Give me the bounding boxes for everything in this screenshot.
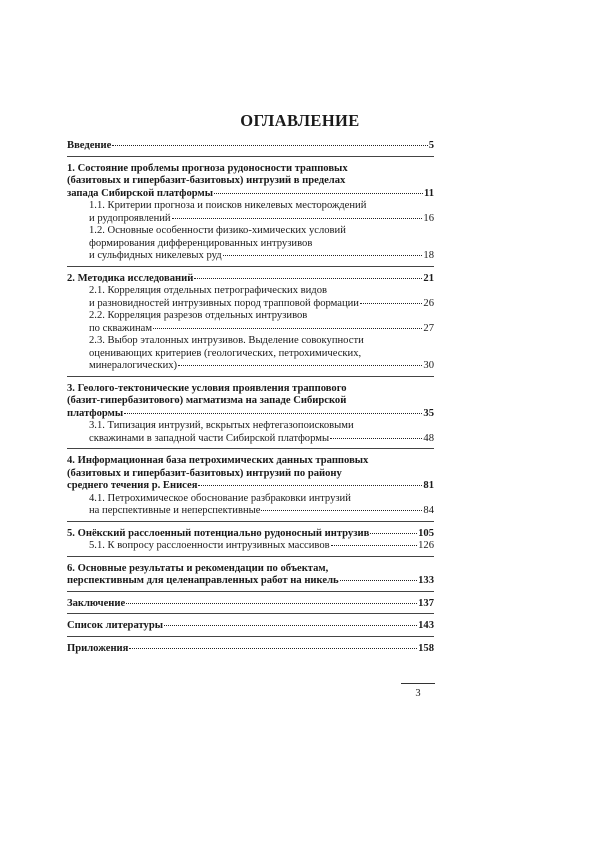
toc-entry-line: (базитовых и гипербазит-базитовых) интрузий в пределах — [67, 175, 346, 186]
dot-leader — [330, 438, 422, 439]
dot-leader — [129, 648, 417, 649]
toc-entry[interactable] — [67, 455, 434, 493]
toc-entry[interactable] — [67, 643, 434, 656]
dot-leader — [153, 328, 422, 329]
separator-rule — [67, 156, 434, 157]
dot-leader — [164, 625, 417, 626]
dot-leader — [198, 485, 422, 486]
toc-entry-line: 3. Геолого-тектонические условия проявления траппового — [67, 382, 347, 394]
toc-subentry[interactable] — [67, 420, 434, 445]
toc-entry-title: по скважинам — [89, 322, 153, 334]
toc-entry-page: 27 — [423, 322, 434, 334]
page-number: 3 — [415, 688, 421, 699]
toc-subentry[interactable] — [67, 493, 434, 518]
toc-entry-title: и разновидностей интрузивных пород трапповой формации — [89, 297, 359, 309]
toc-entry-title: Приложения — [67, 642, 129, 654]
toc-entry[interactable] — [67, 528, 434, 541]
toc-entry-page: 84 — [423, 505, 434, 516]
toc-entry-page: 16 — [423, 212, 434, 224]
toc-entry-title: Заключение — [67, 597, 126, 609]
toc-entry-page: 137 — [418, 597, 434, 609]
toc-entry-title: перспективным для целенаправленных работ на никель — [67, 575, 339, 586]
toc-entry-title: платформы — [67, 407, 124, 419]
toc-entry-page: 143 — [418, 620, 434, 631]
toc-entry-line: 2.1. Корреляция отдельных петрографических видов — [89, 285, 327, 296]
toc-entry[interactable] — [67, 598, 434, 611]
toc-entry-page: 158 — [418, 642, 434, 654]
dot-leader — [261, 510, 422, 511]
dot-leader — [223, 255, 423, 256]
separator-rule — [67, 376, 434, 377]
toc-entry[interactable] — [67, 140, 434, 153]
dot-leader — [370, 533, 417, 534]
toc-entry-page: 126 — [418, 540, 434, 551]
toc-subentry[interactable] — [67, 285, 434, 310]
toc-subentry[interactable] — [67, 310, 434, 335]
separator-rule — [67, 636, 434, 637]
toc-entry-line: 2.3. Выбор эталонных интрузивов. Выделение совокупности — [89, 335, 364, 346]
dot-leader — [340, 580, 417, 581]
toc-entry-line: 2.2. Корреляция разрезов отдельных интрузивов — [89, 310, 308, 321]
separator-rule — [67, 556, 434, 557]
toc-entry-title: и рудопроявлений — [89, 212, 171, 224]
toc-entry-page: 81 — [423, 480, 434, 491]
toc-entry-line: (базит-гипербазитового) магматизма на западе Сибирской — [67, 395, 347, 406]
separator-rule — [67, 521, 434, 522]
dot-leader — [172, 218, 423, 219]
toc-subentry[interactable] — [67, 540, 434, 553]
separator-rule — [67, 266, 434, 267]
toc-entry-page: 21 — [423, 272, 434, 284]
toc-entry-page: 48 — [423, 432, 434, 444]
toc-entry-title: Введение — [67, 140, 112, 151]
toc-entry-page: 5 — [428, 140, 434, 151]
toc-entry-title: 5. Онёкский расслоенный потенциально рудоносный интрузив — [67, 527, 370, 539]
table-of-contents — [67, 140, 434, 655]
toc-entry[interactable] — [67, 273, 434, 286]
separator-rule — [67, 613, 434, 614]
toc-entry-page: 11 — [423, 187, 434, 199]
toc-entry[interactable] — [67, 163, 434, 201]
toc-entry-line: 1.2. Основные особенности физико-химических условий — [89, 225, 346, 236]
dot-leader — [214, 193, 423, 194]
toc-entry-title: скважинами в западной части Сибирской платформы — [89, 432, 330, 444]
toc-entry-line: оценивающих критериев (геологических, петрохимических, — [89, 347, 362, 359]
toc-entry-line: 6. Основные результаты и рекомендации по объектам, — [67, 562, 329, 574]
toc-entry[interactable] — [67, 563, 434, 588]
dot-leader — [331, 545, 417, 546]
dot-leader — [124, 413, 422, 414]
toc-entry-line: формирования дифференцированных интрузивов — [89, 237, 313, 249]
toc-entry-page: 26 — [423, 297, 434, 309]
toc-entry-page: 18 — [423, 250, 434, 261]
toc-entry-title: и сульфидных никелевых руд — [89, 250, 222, 261]
toc-entry-title: минералогических) — [89, 360, 178, 371]
dot-leader — [126, 603, 417, 604]
toc-entry-line: 4.1. Петрохимическое обоснование разбраковки интрузий — [89, 492, 351, 504]
separator-rule — [67, 591, 434, 592]
toc-entry-line: 3.1. Типизация интрузий, вскрытых нефтегазопоисковыми — [89, 420, 354, 431]
toc-entry[interactable] — [67, 383, 434, 421]
toc-subentry[interactable] — [67, 200, 434, 225]
toc-entry-title: Список литературы — [67, 620, 164, 631]
toc-entry-page: 105 — [418, 527, 434, 539]
dot-leader — [112, 145, 427, 146]
toc-entry-title: 5.1. К вопросу расслоенности интрузивных массивов — [89, 540, 330, 551]
toc-entry-title: среднего течения р. Енисея — [67, 480, 198, 491]
toc-entry-page: 35 — [423, 407, 434, 419]
toc-entry-title: запада Сибирской платформы — [67, 187, 213, 199]
toc-entry-page: 133 — [418, 575, 434, 586]
separator-rule — [67, 448, 434, 449]
toc-entry[interactable] — [67, 620, 434, 633]
toc-entry-line: 4. Информационная база петрохимических данных трапповых — [67, 455, 369, 466]
toc-entry-line: 1.1. Критерии прогноза и поисков никелевых месторождений — [89, 200, 367, 211]
toc-entry-page: 30 — [423, 360, 434, 371]
toc-entry-title: 2. Методика исследований — [67, 272, 194, 284]
toc-entry-line: 1. Состояние проблемы прогноза рудоносности трапповых — [67, 162, 348, 174]
dot-leader — [178, 365, 422, 366]
toc-subentry[interactable] — [67, 225, 434, 263]
footer-rule — [401, 683, 435, 684]
toc-subentry[interactable] — [67, 335, 434, 373]
toc-title: ОГЛАВЛЕНИЕ — [240, 111, 360, 130]
toc-entry-line: (базитовых и гипербазит-базитовых) интрузий по району — [67, 467, 342, 479]
toc-entry-title: на перспективные и неперспективные — [89, 505, 261, 516]
dot-leader — [194, 278, 422, 279]
dot-leader — [360, 303, 422, 304]
